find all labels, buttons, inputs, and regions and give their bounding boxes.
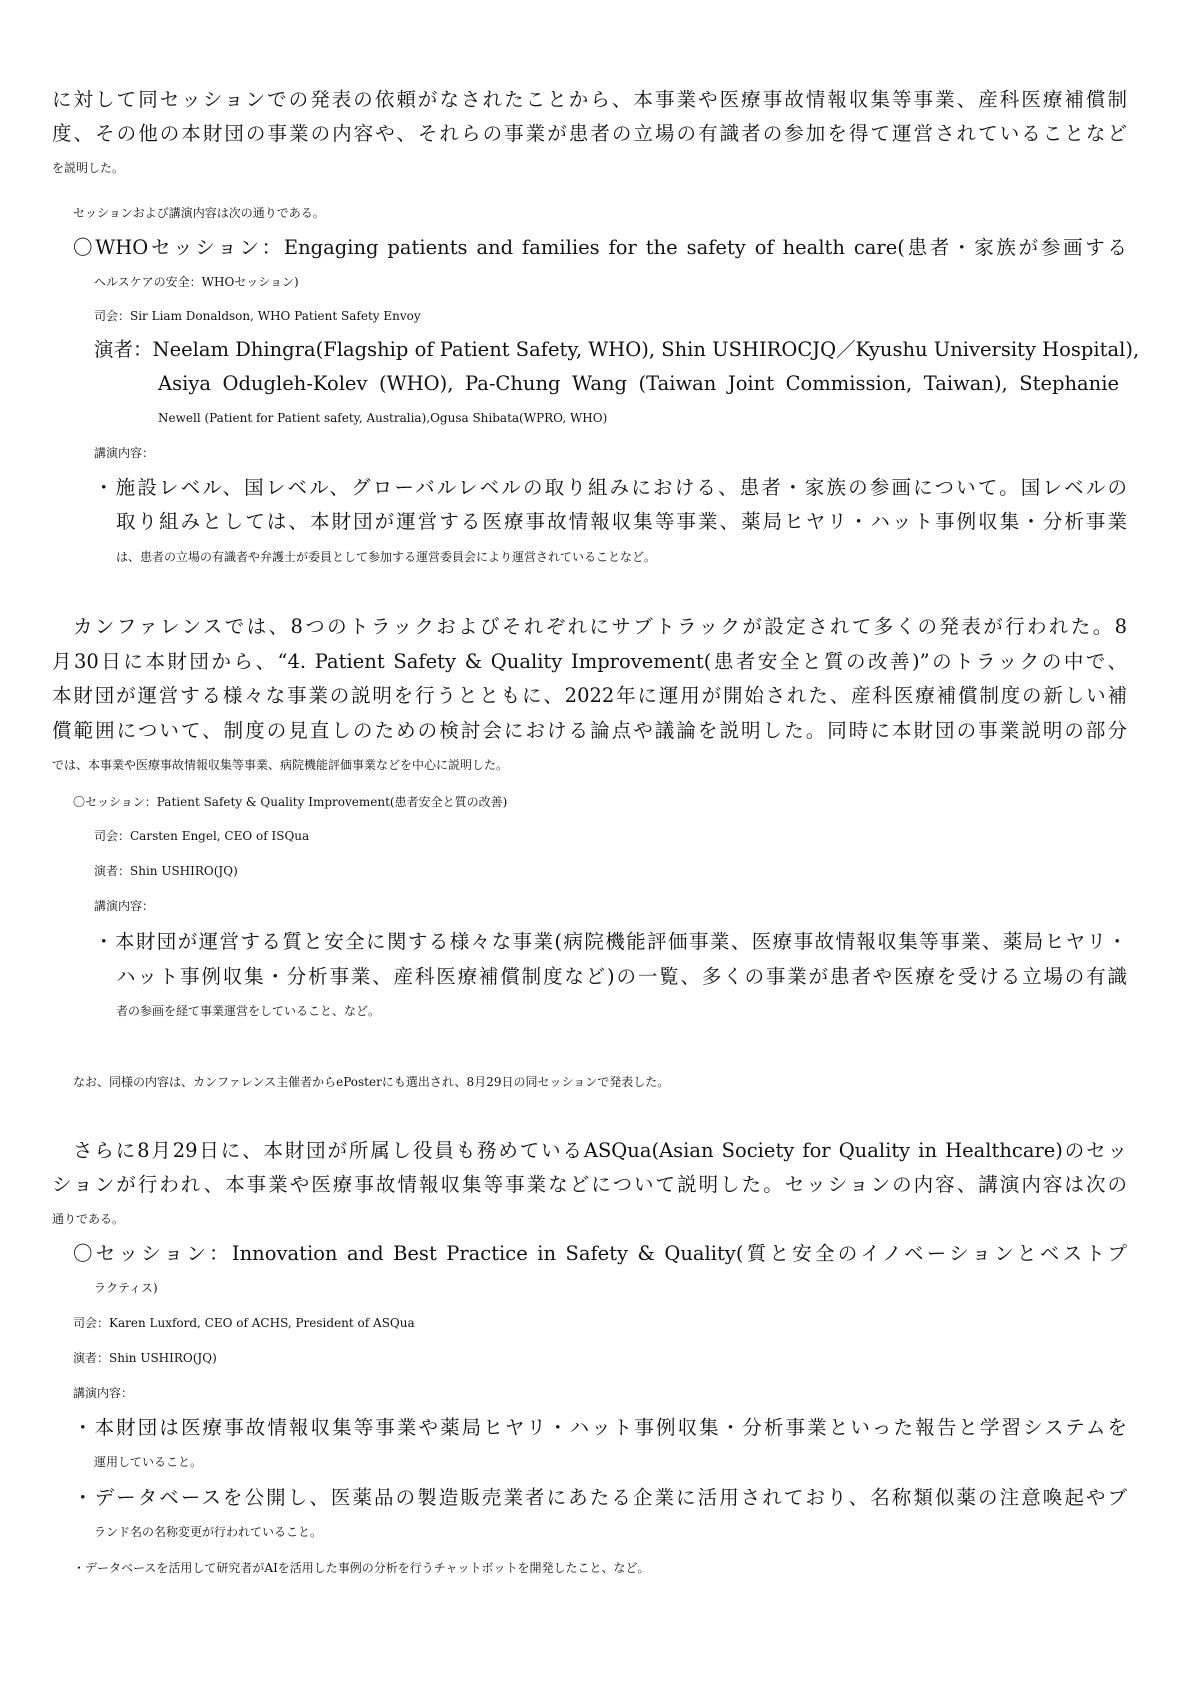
asqua-session-bullet-3: ・データベースを活用して研究者がAIを活用した事例の分析を行うチャットボットを開発したこと、など。 xyxy=(73,1561,650,1575)
intro-line-3: を説明した。 xyxy=(52,161,125,175)
who-session-title-2: ヘルスケアの安全：WHOセッション) xyxy=(94,275,299,289)
who-session-title-1: 〇WHOセッション：Engaging patients and families for the safety of health care(患者・家族が参画する xyxy=(73,236,1127,259)
asqua-session-bullet-1b: 運用していること。 xyxy=(94,1455,203,1469)
who-session-speakers-1: 演者：Neelam Dhingra(Flagship of Patient Safety, WHO), Shin USHIROCJQ／Kyushu University Hospital), xyxy=(94,338,1140,361)
asqua-session-speaker: 演者：Shin USHIRO(JQ) xyxy=(73,1351,217,1365)
psqi-session-content-label: 講演内容： xyxy=(94,899,155,913)
asqua-session-title-1: 〇セッション：Innovation and Best Practice in Safety & Quality(質と安全のイノベーションとベストプ xyxy=(73,1242,1127,1265)
conference-line-2: 月30日に本財団から、“4. Patient Safety & Quality Improvement(患者安全と質の改善)”のトラックの中で、 xyxy=(52,650,1127,673)
who-session-speakers-3: Newell (Patient for Patient safety, Australia),Ogusa Shibata(WPRO, WHO) xyxy=(158,411,608,425)
psqi-session-bullet-2: ハット事例収集・分析事業、産科医療補償制度など)の一覧、多くの事業が患者や医療を受ける立場の有識 xyxy=(116,965,1127,988)
psqi-session-chair: 司会：Carsten Engel, CEO of ISQua xyxy=(94,829,310,843)
asqua-session-chair: 司会：Karen Luxford, CEO of ACHS, President of ASQua xyxy=(73,1316,415,1330)
asqua-line-1: さらに8月29日に、本財団が所属し役員も務めているASQua(Asian Society for Quality in Healthcare)のセッ xyxy=(73,1139,1127,1162)
eposter-paragraph: なお、同様の内容は、カンファレンス主催者からePosterにも選出され、8月29日の同セッションで発表した。 xyxy=(73,1075,670,1089)
conference-line-5: では、本事業や医療事故情報収集等事業、病院機能評価事業などを中心に説明した。 xyxy=(52,758,509,772)
psqi-session-bullet-3: 者の参画を経て事業運営をしていること、など。 xyxy=(116,1004,381,1018)
asqua-session-bullet-1a: ・本財団は医療事故情報収集等事業や薬局ヒヤリ・ハット事例収集・分析事業といった報告と学習システムを xyxy=(73,1416,1127,1439)
conference-line-1: カンファレンスでは、8つのトラックおよびそれぞれにサブトラックが設定されて多くの発表が行われた。8 xyxy=(73,615,1127,638)
psqi-session-bullet-1: ・本財団が運営する質と安全に関する様々な事業(病院機能評価事業、医療事故情報収集等事業、薬局ヒヤリ・ xyxy=(94,930,1127,953)
asqua-session-content-label: 講演内容： xyxy=(73,1386,134,1400)
who-session-chair: 司会：Sir Liam Donaldson, WHO Patient Safety Envoy xyxy=(94,309,421,323)
who-session-bullet-3: は、患者の立場の有識者や弁護士が委員として参加する運営委員会により運営されていることなど。 xyxy=(116,550,657,564)
who-session-bullet-2: 取り組みとしては、本財団が運営する医療事故情報収集等事業、薬局ヒヤリ・ハット事例収集・分析事業 xyxy=(116,510,1127,533)
session-intro: セッションおよび講演内容は次の通りである。 xyxy=(73,206,325,220)
psqi-session-speaker: 演者：Shin USHIRO(JQ) xyxy=(94,864,238,878)
who-session-speakers-2: Asiya Odugleh‐Kolev (WHO), Pa‐Chung Wang (Taiwan Joint Commission, Taiwan), Stephanie xyxy=(158,372,1119,395)
asqua-session-title-2: ラクティス) xyxy=(94,1281,158,1295)
intro-line-2: 度、その他の本財団の事業の内容や、それらの事業が患者の立場の有識者の参加を得て運営されていることなど xyxy=(52,122,1127,145)
asqua-session-bullet-2b: ランド名の名称変更が行われていること。 xyxy=(94,1525,323,1539)
conference-line-4: 償範囲について、制度の見直しのための検討会における論点や議論を説明した。同時に本財団の事業説明の部分 xyxy=(52,719,1127,742)
who-session-content-label: 講演内容： xyxy=(94,446,155,460)
who-session-bullet-1: ・施設レベル、国レベル、グローバルレベルの取り組みにおける、患者・家族の参画について。国レベルの xyxy=(94,476,1127,499)
conference-line-3: 本財団が運営する様々な事業の説明を行うとともに、2022年に運用が開始された、産科医療補償制度の新しい補 xyxy=(52,684,1127,707)
intro-line-1: に対して同セッションでの発表の依頼がなされたことから、本事業や医療事故情報収集等事業、産科医療補償制 xyxy=(52,88,1127,111)
asqua-line-2: ションが行われ、本事業や医療事故情報収集等事業などについて説明した。セッションの内容、講演内容は次の xyxy=(52,1173,1127,1196)
asqua-line-3: 通りである。 xyxy=(52,1212,125,1226)
psqi-session-title: 〇セッション：Patient Safety & Quality Improvement(患者安全と質の改善) xyxy=(73,795,508,809)
asqua-session-bullet-2a: ・データベースを公開し、医薬品の製造販売業者にあたる企業に活用されており、名称類似薬の注意喚起やブ xyxy=(73,1486,1127,1509)
